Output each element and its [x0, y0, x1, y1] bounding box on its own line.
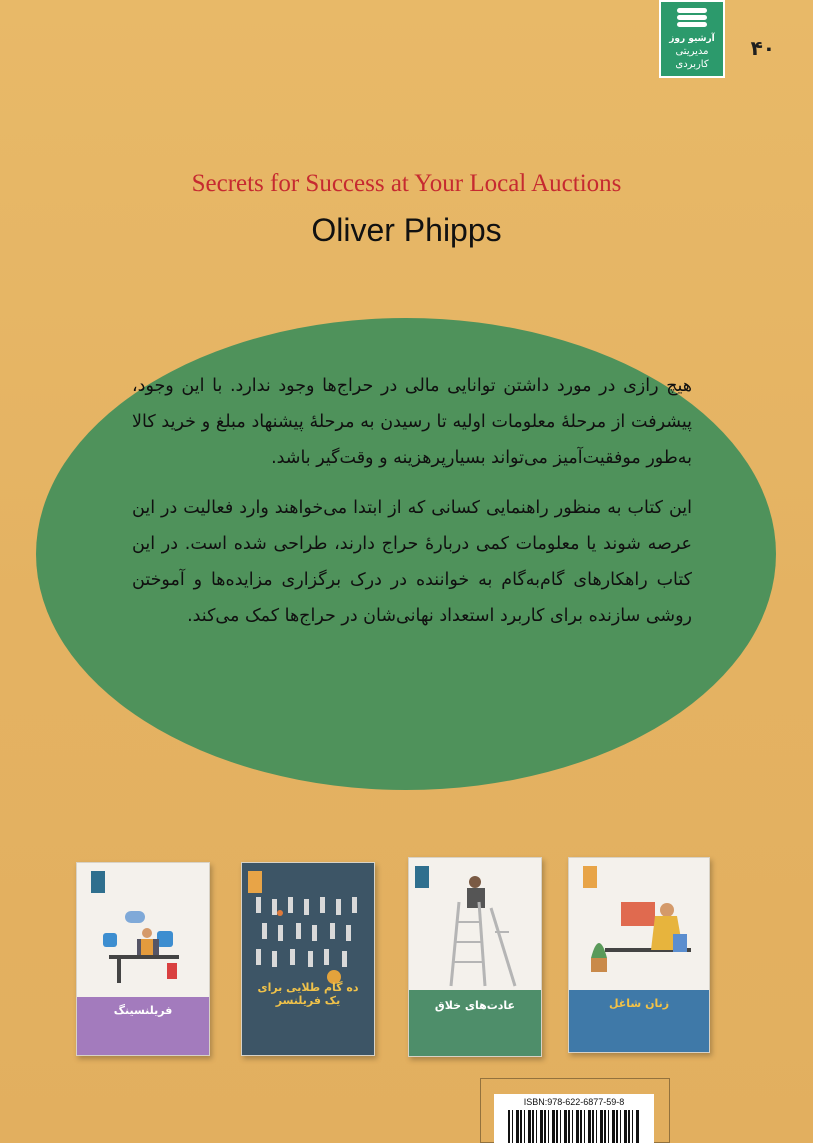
- related-book-creative-habits[interactable]: [408, 857, 542, 1057]
- book-title: عادت‌های خلاق: [434, 999, 516, 1012]
- publisher-logo: [659, 0, 725, 78]
- blurb-paragraph-2: این کتاب به منظور راهنمایی کسانی که از ابتدا می‌خواهند وارد فعالیت در این عرصه شوند یا معلومات کمی دربارهٔ حراج دارند، طراحی شده است. در این کتاب راهکارهای گام‌به‌گام به خواننده در درک برگزاری مزایده‌ها و آموختن روشی سازنده برای کاربرد استعداد نهانی‌شان در حراج‌ها کمک می‌کند.: [132, 498, 692, 626]
- barcode-icon: [508, 1110, 640, 1143]
- isbn-barcode: [494, 1094, 654, 1143]
- series-block: [663, 0, 813, 80]
- author-name: Oliver Phipps: [311, 212, 502, 248]
- series-badge: [583, 866, 597, 888]
- blurb-text: [132, 368, 692, 648]
- book-title-english: Secrets for Success at Your Local Auctions: [191, 170, 622, 197]
- series-name: مدیریتی کاربردی: [675, 46, 709, 70]
- isbn-number: ISBN:978-622-6877-59-8: [523, 1097, 625, 1107]
- series-badge: [91, 871, 105, 893]
- publisher-name: آرشیو روز: [669, 34, 715, 44]
- related-book-working-women[interactable]: [568, 857, 710, 1053]
- series-number: ۴۰: [750, 36, 775, 60]
- book-title: زنان شاغل: [608, 997, 670, 1010]
- freelancer-illustration: [97, 903, 193, 987]
- series-badge: [415, 866, 429, 888]
- book-title: ده گام طلایی برای یک فریلنسر: [257, 981, 359, 1007]
- related-book-ten-steps[interactable]: [241, 862, 375, 1056]
- series-badge: [248, 871, 262, 893]
- blurb-paragraph-1: هیچ رازی در مورد داشتن توانایی مالی در حراج‌ها وجود ندارد. با این وجود، پیشرفت از مرحلهٔ معلومات اولیه تا رسیدن به مرحلهٔ پیشنهاد مبلغ و خرید کالا به‌طور موفقیت‌آمیز می‌تواند بسیارپرهزینه و وقت‌گیر باشد.: [132, 376, 692, 468]
- book-title: فریلنسینگ: [113, 1004, 173, 1017]
- crowd-illustration: [250, 893, 368, 993]
- woman-desk-illustration: [585, 888, 697, 986]
- ladder-illustration: [445, 872, 525, 988]
- books-stack-icon: [677, 6, 707, 34]
- related-book-freelancing[interactable]: [76, 862, 210, 1056]
